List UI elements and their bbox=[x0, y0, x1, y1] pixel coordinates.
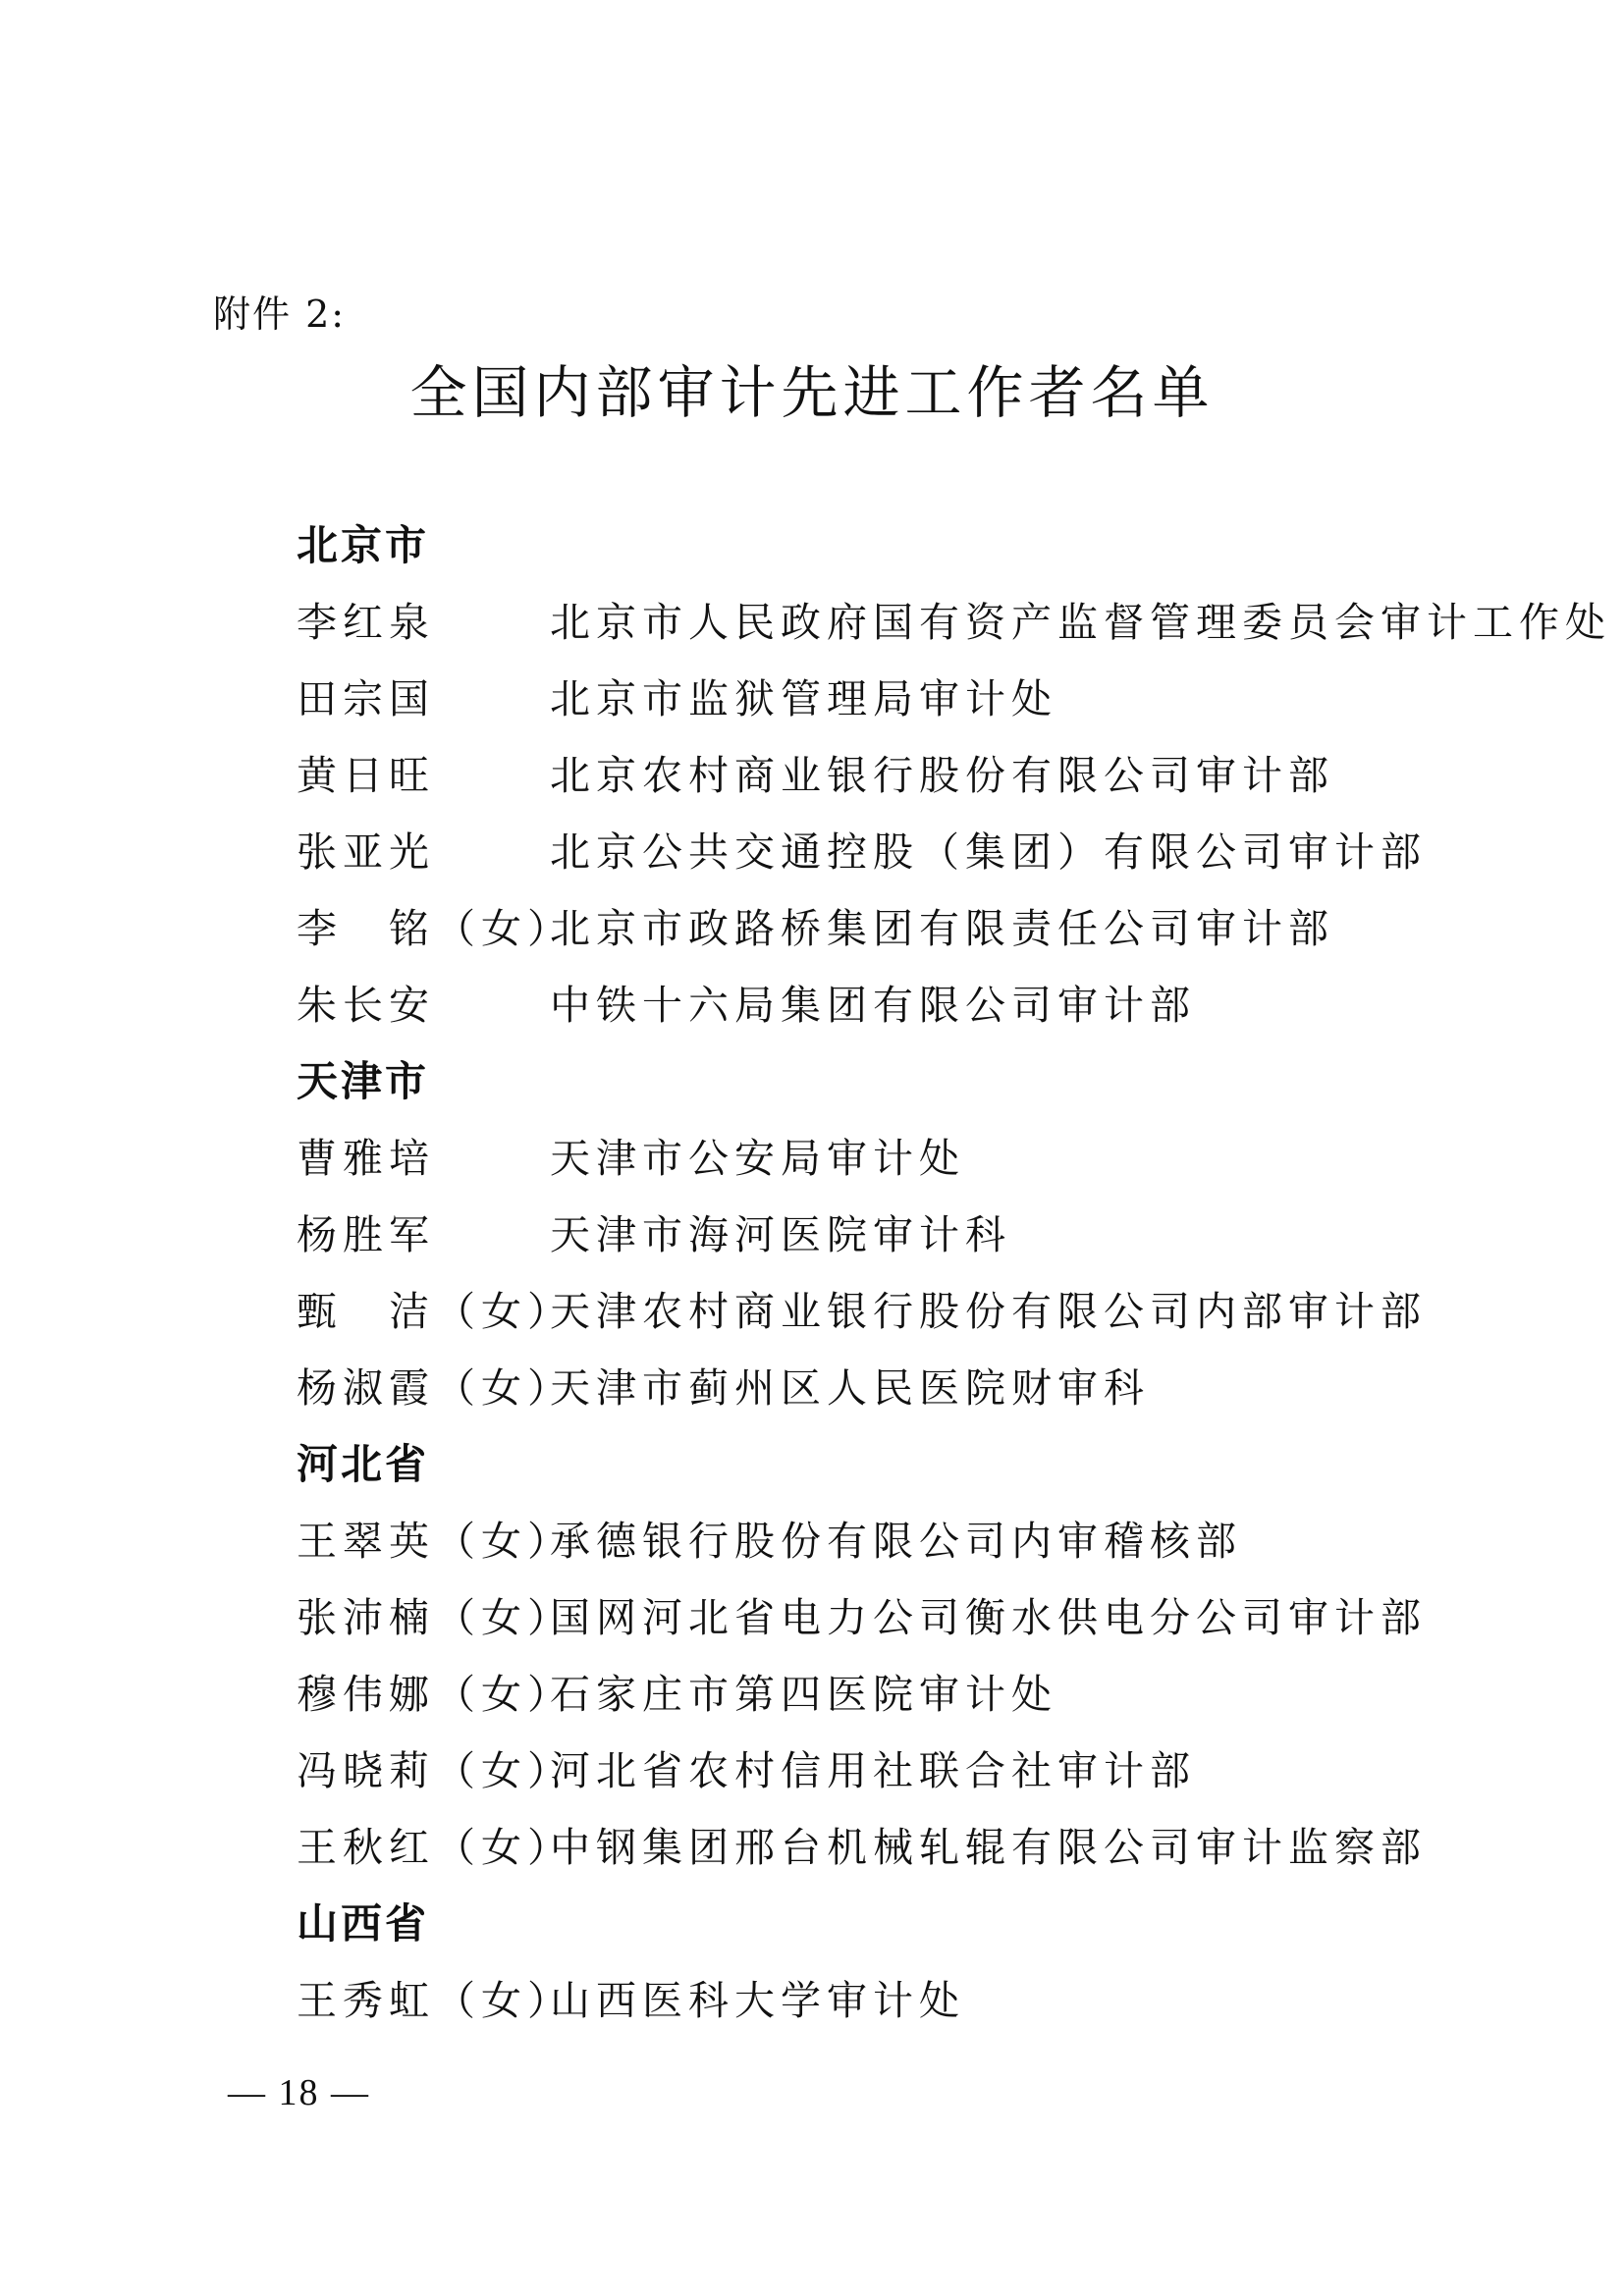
list-item bbox=[297, 899, 1475, 976]
list-item bbox=[297, 1205, 1475, 1282]
person-name: 李红泉 bbox=[297, 599, 435, 646]
organization: 北京公共交通控股（集团）有限公司审计部 bbox=[550, 828, 1427, 876]
list-item bbox=[297, 669, 1475, 746]
person-name: 王翠英（女） bbox=[297, 1518, 573, 1565]
person-name: 甄 洁（女） bbox=[297, 1288, 573, 1335]
list-item bbox=[297, 823, 1475, 899]
organization: 山西医科大学审计处 bbox=[550, 1977, 965, 2024]
organization: 中钢集团邢台机械轧辊有限公司审计监察部 bbox=[550, 1824, 1427, 1871]
province-heading: 天津市 bbox=[297, 1057, 430, 1105]
organization: 北京市政路桥集团有限责任公司审计部 bbox=[550, 905, 1334, 952]
page-title: 全国内部审计先进工作者名单 bbox=[409, 359, 1215, 426]
person-name: 冯晓莉（女） bbox=[297, 1747, 573, 1794]
person-name: 张亚光 bbox=[297, 828, 435, 876]
list-item bbox=[297, 1588, 1475, 1665]
organization: 北京农村商业银行股份有限公司审计部 bbox=[550, 752, 1334, 799]
honoree-list bbox=[297, 516, 1611, 2048]
organization: 天津市蓟州区人民医院财审科 bbox=[550, 1364, 1150, 1412]
list-item bbox=[297, 1282, 1475, 1359]
list-item bbox=[297, 1818, 1475, 1895]
page-number: — 18 — bbox=[228, 2072, 370, 2113]
organization: 天津市海河医院审计科 bbox=[550, 1211, 1011, 1258]
person-name: 曹雅培 bbox=[297, 1135, 435, 1182]
person-name: 李 铭（女） bbox=[297, 905, 573, 952]
person-name: 杨胜军 bbox=[297, 1211, 435, 1258]
person-name: 黄日旺 bbox=[297, 752, 435, 799]
organization: 承德银行股份有限公司内审稽核部 bbox=[550, 1518, 1242, 1565]
person-name: 杨淑霞（女） bbox=[297, 1364, 573, 1412]
list-item bbox=[297, 746, 1475, 823]
list-item bbox=[297, 1665, 1475, 1741]
list-item bbox=[297, 1359, 1475, 1435]
organization: 天津农村商业银行股份有限公司内部审计部 bbox=[550, 1288, 1427, 1335]
province-heading: 河北省 bbox=[297, 1440, 430, 1488]
organization: 中铁十六局集团有限公司审计部 bbox=[550, 982, 1196, 1029]
province-heading: 山西省 bbox=[297, 1899, 430, 1948]
person-name: 张沛楠（女） bbox=[297, 1594, 573, 1641]
list-item bbox=[297, 593, 1611, 669]
list-item bbox=[297, 976, 1475, 1052]
person-name: 朱长安 bbox=[297, 982, 435, 1029]
organization: 国网河北省电力公司衡水供电分公司审计部 bbox=[550, 1594, 1427, 1641]
organization: 北京市监狱管理局审计处 bbox=[550, 675, 1057, 722]
person-name: 田宗国 bbox=[297, 675, 435, 722]
person-name: 王秀虹（女） bbox=[297, 1977, 573, 2024]
list-item bbox=[297, 1971, 1475, 2048]
attachment-label: 附件 2: bbox=[213, 293, 347, 336]
person-name: 王秋红（女） bbox=[297, 1824, 573, 1871]
organization: 河北省农村信用社联合社审计部 bbox=[550, 1747, 1196, 1794]
organization: 石家庄市第四医院审计处 bbox=[550, 1671, 1057, 1718]
list-item bbox=[297, 1512, 1475, 1588]
list-item bbox=[297, 1129, 1475, 1205]
person-name: 穆伟娜（女） bbox=[297, 1671, 573, 1718]
organization: 北京市人民政府国有资产监督管理委员会审计工作处 bbox=[550, 599, 1611, 646]
organization: 天津市公安局审计处 bbox=[550, 1135, 965, 1182]
province-heading: 北京市 bbox=[297, 521, 430, 569]
list-item bbox=[297, 1741, 1475, 1818]
